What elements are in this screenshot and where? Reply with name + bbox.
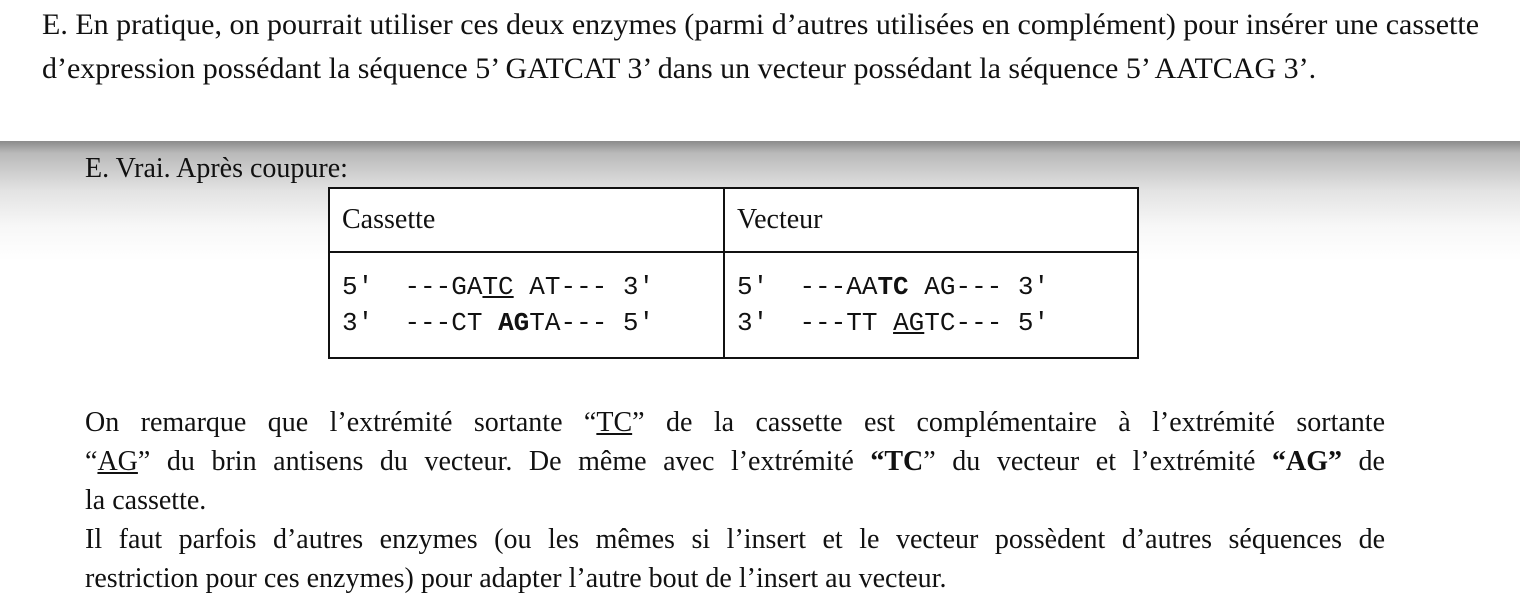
sequence-table [328, 187, 1139, 359]
table-row [329, 252, 1138, 358]
remark-line-1: On remarque que l’extrémité sortante “TC” de la cassette est complémentaire à l’extrémité sortante [85, 407, 1385, 438]
header-cassette: Cassette [329, 188, 724, 252]
remark-line-4: Il faut parfois d’autres enzymes (ou les mêmes si l’insert et le vecteur possèdent d’autres séquences de [85, 524, 1385, 555]
table-header-row [329, 188, 1138, 252]
tc-underlined: TC [596, 407, 633, 438]
cassette-top-strand: 5′ ---GATC AT--- 3′ [342, 272, 655, 302]
vecteur-cell [724, 252, 1138, 358]
vecteur-bottom-strand: 3′ ---TT AGTC--- 5′ [737, 308, 1050, 338]
remark-line-3: la cassette. [85, 485, 207, 516]
remark-line-5: restriction pour ces enzymes) pour adapter l’autre bout de l’insert au vecteur. [85, 563, 947, 594]
remark-text [85, 403, 1385, 598]
cassette-bottom-strand: 3′ ---CT AGTA--- 5′ [342, 308, 655, 338]
remark-line-2: “AG” du brin antisens du vecteur. De même avec l’extrémité “TC” du vecteur et l’extrémité “AG” de [85, 446, 1385, 477]
header-vecteur: Vecteur [724, 188, 1138, 252]
ag-bold: “AG” [1271, 446, 1342, 477]
vecteur-top-strand: 5′ ---AATC AG--- 3′ [737, 272, 1050, 302]
question-section [0, 0, 1520, 141]
ag-underlined: AG [97, 446, 138, 477]
tc-bold: “TC [870, 446, 924, 477]
cassette-cell [329, 252, 724, 358]
answer-heading: E. Vrai. Après coupure: [85, 153, 348, 184]
question-text: E. En pratique, on pourrait utiliser ces deux enzymes (parmi d’autres utilisées en complément) pour insérer une cassette d’expression possédant la séquence 5’ GATCAT 3’ dans un vecteur possédant la séquence 5’ AATCAG 3’. [42, 8, 1480, 85]
